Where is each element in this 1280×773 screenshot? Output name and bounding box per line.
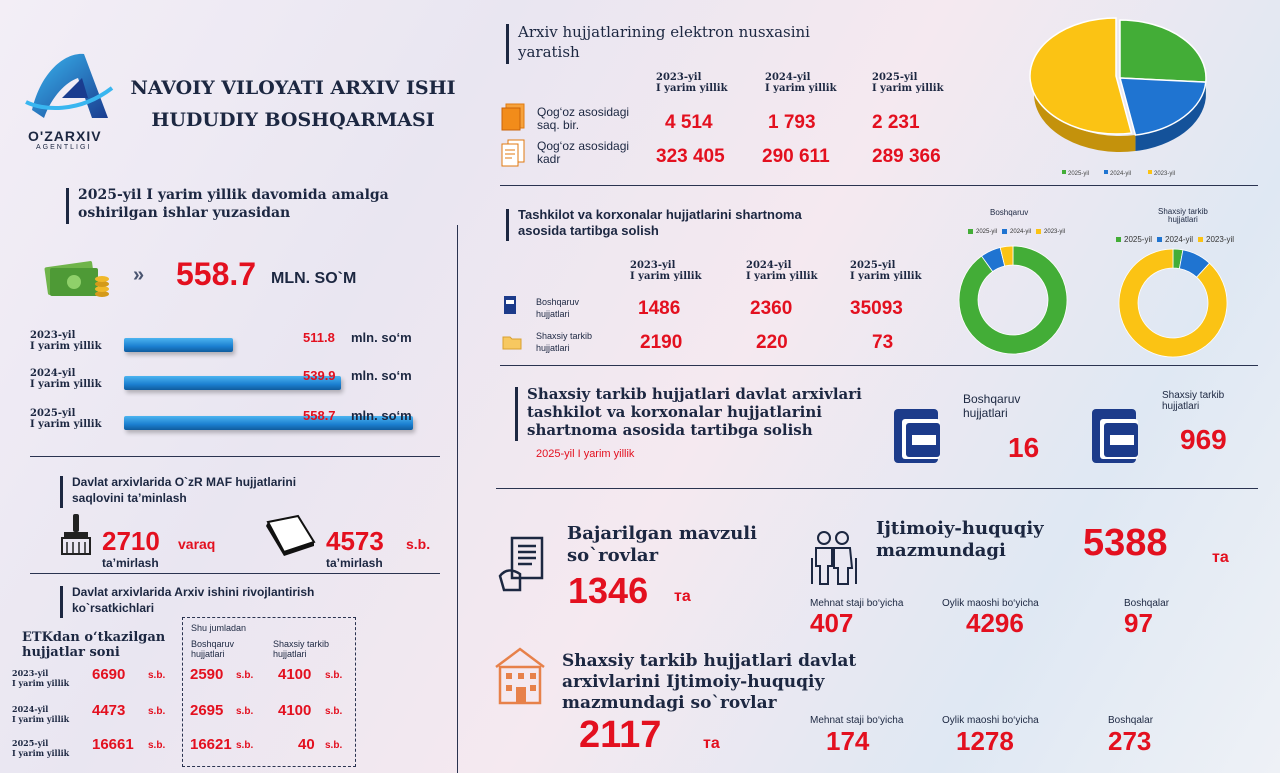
personal-card2-value: 969 [1180,424,1227,455]
dev-col1-unit: s.b. [236,740,254,751]
elec-row-label [537,106,629,132]
personal-social-unit: та [703,735,720,752]
personal-card2-label [1162,390,1224,412]
contracts-col-header [630,260,702,282]
thematic-title [567,523,757,567]
legend-label: 2024-yil [1010,229,1032,236]
social-item-label: Oylik maoshi bo‘yicha [942,598,1039,609]
maf-right-value: 4573 [326,526,384,556]
donut-chart-shaxsiy [1118,247,1228,359]
dev-col2-value: 4100 [278,702,312,719]
pie-slice-2025-yil [1120,20,1206,82]
thematic-unit: та [674,588,691,605]
donut-slice-2023-yil [1119,249,1227,357]
donut2-title-line2: hujjatlari [1168,215,1198,224]
personal-heading-line2: tashkilot va korxonalar hujjatlarini [527,403,822,421]
donut2-title-line1: Shaxsiy tarkib [1158,207,1208,216]
maf-left-label: ta’mirlash [102,556,159,570]
binder-icon [502,294,518,321]
elec-row-label [537,140,629,166]
dev-total-value: 4473 [92,702,126,719]
donut1-legend [968,229,1070,235]
personal-card1-value: 16 [1008,432,1040,463]
dev-heading [72,584,314,616]
personal_social-item-value: 174 [826,726,870,756]
bar-unit: mln. so‘m [351,408,412,423]
dev-heading-line1: Davlat arxivlarida Arxiv ishini rivojlantirish [72,585,315,599]
elec-cell-value: 289 366 [872,146,941,167]
elec-cell-value: 323 405 [656,146,725,167]
elec-heading-line2: yaratish [518,43,580,61]
maf-left-value: 2710 [102,526,160,556]
personal-heading [527,385,862,439]
legend-label: 2023-yil [1044,229,1066,236]
bar-period-line2: I yarim yillik [30,379,102,390]
contracts-col-header [746,260,818,282]
contracts-row-label [536,330,592,354]
divider [500,185,1258,186]
contracts-cell-value: 1486 [638,298,681,319]
social-unit: та [1212,549,1229,566]
bar-period-label [30,330,102,352]
maf-heading [72,474,296,506]
logo-text: O'ZARXIV [28,128,102,144]
dev-period-line2: I yarim yillik [12,714,70,724]
donut2-legend [1116,235,1239,244]
bar-unit: mln. so‘m [351,330,412,345]
legend-item [1002,229,1031,235]
works-total-unit: MLN. SO`M [271,270,357,287]
bar-period-line2: I yarim yillik [30,419,102,430]
logo-mark-icon [22,48,118,128]
maf-heading-line2: saqlovini ta’minlash [72,491,187,505]
maf-right-unit: s.b. [406,536,431,552]
personal_social-item-label: Boshqalar [1108,715,1154,726]
dev-period-label [12,704,69,724]
dev-col2-value: 4100 [278,666,312,683]
maf-heading-line1: Davlat arxivlarida O`zR MAF hujjatlarini [72,475,297,489]
arrow-icon: » [133,264,145,286]
social-title-line2: mazmundagi [876,540,1006,561]
divider [30,573,440,574]
works-heading-line2: oshirilgan ishlar yuzasidan [78,205,291,221]
legend-item [1198,235,1234,244]
personal_social-item-value: 273 [1108,726,1152,756]
legend-swatch [1036,229,1041,234]
social-item-label: Mehnat staji bo‘yicha [810,598,904,609]
contracts-col-line2: I yarim yillik [630,271,702,282]
bar-period-label [30,368,102,390]
dev-col2-header [273,639,329,659]
center-divider [457,225,458,773]
logo [22,48,118,158]
elec-col-line1: 2023-yil [656,72,702,83]
dev-col1-line2: hujjatlari [191,649,225,659]
brush-icon [58,512,94,561]
social-item-value: 97 [1124,608,1153,638]
elec-heading-line1: Arxiv hujjatlarining elektron nusxasini [518,23,810,41]
donut1-title: Boshqaruv [990,208,1029,217]
legend-item [1157,235,1193,244]
legend-swatch [1116,237,1121,242]
divider [500,365,1258,366]
contracts-cell-value: 35093 [850,298,903,319]
maf-left-unit: varaq [178,536,216,552]
thematic-title-line1: Bajarilgan mavzuli [567,523,757,544]
personal-card2-line1: Shaxsiy tarkib [1162,390,1225,401]
social-title-line1: Ijtimoiy-huquqiy [876,518,1044,539]
dev-period-line1: 2025-yil [12,738,49,748]
org-title-line2: HUDUDIY BOSHQARMASI [151,109,435,131]
legend-label: 2023-yil [1154,171,1176,177]
building-icon [492,645,548,712]
contracts-col-line1: 2024-yil [746,260,792,271]
social-item-value: 407 [810,608,854,638]
etk-label-line1: ETKdan o‘tkazilgan [22,630,166,645]
legend-swatch [1104,170,1108,174]
legend-label: 2025-yil [1124,235,1153,244]
elderly-couple-icon [808,530,858,591]
works-heading-line1: 2025-yil I yarim yillik davomida amalga [78,187,389,203]
etk-label-line2: hujjatlar soni [22,645,120,660]
elec-col-line2: I yarim yillik [656,83,728,94]
bar-period-line1: 2023-yil [30,330,76,341]
contracts-cell-value: 2360 [750,298,793,319]
contracts-cell-value: 73 [872,332,894,353]
legend-swatch [1198,237,1203,242]
bar-value: 539.9 [303,368,336,383]
legend-label: 2024-yil [1110,171,1132,177]
personal-period: 2025-yil I yarim yillik [536,448,635,460]
contracts-row-line1: Boshqaruv [536,297,580,307]
pie-slice-2024-yil [1120,78,1206,135]
dev-col2-line2: hujjatlari [273,649,307,659]
social-item-label: Boshqalar [1124,598,1170,609]
dev-total-value: 6690 [92,666,126,683]
thematic-title-line2: so`rovlar [567,545,659,566]
social-value: 5388 [1083,522,1168,564]
contracts-heading-line2: asosida tartibga solish [518,223,659,238]
bar-value: 511.8 [303,330,335,345]
divider [30,456,440,457]
legend-label: 2024-yil [1165,235,1194,244]
contracts-heading [518,207,802,239]
contracts-col-header [850,260,922,282]
works-heading [78,186,389,222]
social-item-value: 4296 [966,608,1024,638]
personal-social-title-line1: Shaxsiy tarkib hujjatlari davlat [562,651,857,671]
personal_social-item-value: 1278 [956,726,1014,756]
elec-col-header [656,72,728,94]
personal_social-item-label: Mehnat staji bo‘yicha [810,715,904,726]
dev-total-unit: s.b. [148,740,166,751]
contracts-row-line1: Shaxsiy tarkib [536,331,593,341]
contracts-col-line2: I yarim yillik [746,271,818,282]
dev-period-line1: 2023-yil [12,668,49,678]
bar-period-line2: I yarim yillik [30,341,102,352]
request-form-icon [498,536,544,597]
dev-col2-line1: Shaxsiy tarkib [273,639,330,649]
elec-cell-value: 2 231 [872,112,920,133]
elec-col-line2: I yarim yillik [872,83,944,94]
org-title [118,72,468,136]
social-title [876,518,1044,562]
dev-col1-unit: s.b. [236,706,254,717]
elec-cell-value: 4 514 [665,112,713,133]
contracts-cell-value: 2190 [640,332,683,353]
bar [124,338,233,352]
book-stack-icon [262,512,318,563]
legend-swatch [1062,170,1066,174]
personal-card1-line1: Boshqaruv [963,392,1021,406]
dev-period-line1: 2024-yil [12,704,49,714]
documents-icon [500,138,526,173]
elec-row-line2: kadr [537,152,561,166]
dev-col1-value: 2695 [190,702,224,719]
dev-total-unit: s.b. [148,670,166,681]
elec-col-line1: 2024-yil [765,72,811,83]
folder-icon [500,102,526,137]
dev-col1-line1: Boshqaruv [191,639,235,649]
legend-label: 2023-yil [1206,235,1235,244]
archive-box-icon [1090,407,1146,472]
contracts-row-label [536,296,579,320]
archive-box-icon [892,407,948,472]
money-icon [44,258,110,305]
legend-swatch [1002,229,1007,234]
shu-jumladan-label: Shu jumladan [191,623,247,633]
legend-swatch [1148,170,1152,174]
dev-period-label [12,668,69,688]
personal-card1-line2: hujjatlari [963,406,1008,420]
elec-cell-value: 1 793 [768,112,816,133]
dev-col1-value: 16621 [190,736,232,753]
contracts-row-line2: hujjatlari [536,343,570,353]
personal-card2-line2: hujjatlari [1162,401,1200,412]
elec-row-line1: Qog‘oz asosidagi [537,139,630,153]
logo-subtext: AGENTLIGI [36,144,92,151]
contracts-col-line1: 2025-yil [850,260,896,271]
legend-item [968,229,997,235]
elec-col-header [765,72,837,94]
divider [496,488,1258,489]
dev-period-line2: I yarim yillik [12,678,70,688]
dev-total-value: 16661 [92,736,134,753]
contracts-col-line1: 2023-yil [630,260,676,271]
personal-social-title-line2: arxivlarini Ijtimoiy-huquqiy [562,672,825,692]
dev-heading-line2: ko`rsatkichlari [72,601,155,615]
elec-col-line1: 2025-yil [872,72,918,83]
legend-swatch [968,229,973,234]
donut2-title [1158,208,1208,224]
personal-social-title-line3: mazmundagi so`rovlar [562,693,777,713]
dev-period-line2: I yarim yillik [12,748,70,758]
folder-small-icon [502,334,522,355]
elec-row-line2: saq. bir. [537,118,580,132]
dev-period-label [12,738,69,758]
dev-col1-value: 2590 [190,666,224,683]
bar-unit: mln. so‘m [351,368,412,383]
bar-period-line1: 2025-yil [30,408,76,419]
personal-social-value: 2117 [579,714,662,756]
org-title-line1: NAVOIY VILOYATI ARXIV ISHI [130,77,456,99]
contracts-row-line2: hujjatlari [536,309,570,319]
personal-social-title [562,651,856,714]
elec-col-line2: I yarim yillik [765,83,837,94]
elec-pie-chart [1022,6,1218,186]
works-total-value: 558.7 [176,256,257,292]
dev-col2-unit: s.b. [325,740,343,751]
elec-col-header [872,72,944,94]
personal-card1-label [963,392,1020,420]
elec-row-line1: Qog‘oz asosidagi [537,105,630,119]
dev-col2-unit: s.b. [325,670,343,681]
dev-col1-unit: s.b. [236,670,254,681]
etk-label [22,630,165,660]
bar-period-line1: 2024-yil [30,368,76,379]
legend-item [1036,229,1065,235]
personal-heading-line1: Shaxsiy tarkib hujjatlari davlat arxivlari [527,385,862,403]
bar-value: 558.7 [303,408,336,423]
legend-label: 2025-yil [1068,171,1090,177]
dev-col1-header [191,639,234,659]
legend-item [1116,235,1152,244]
contracts-cell-value: 220 [756,332,788,353]
contracts-col-line2: I yarim yillik [850,271,922,282]
dev-col2-unit: s.b. [325,706,343,717]
contracts-heading-line1: Tashkilot va korxonalar hujjatlarini shartnoma [518,207,802,222]
elec-heading [518,22,810,62]
personal_social-item-label: Oylik maoshi bo‘yicha [942,715,1039,726]
maf-right-label: ta’mirlash [326,556,383,570]
thematic-value: 1346 [568,570,649,611]
donut-chart-boshqaruv [958,244,1068,356]
legend-label: 2025-yil [976,229,998,236]
personal-heading-line3: shartnoma asosida tartibga solish [527,421,813,439]
bar-period-label [30,408,102,430]
legend-swatch [1157,237,1162,242]
dev-col2-value: 40 [298,736,315,753]
dev-total-unit: s.b. [148,706,166,717]
elec-cell-value: 290 611 [762,146,830,167]
